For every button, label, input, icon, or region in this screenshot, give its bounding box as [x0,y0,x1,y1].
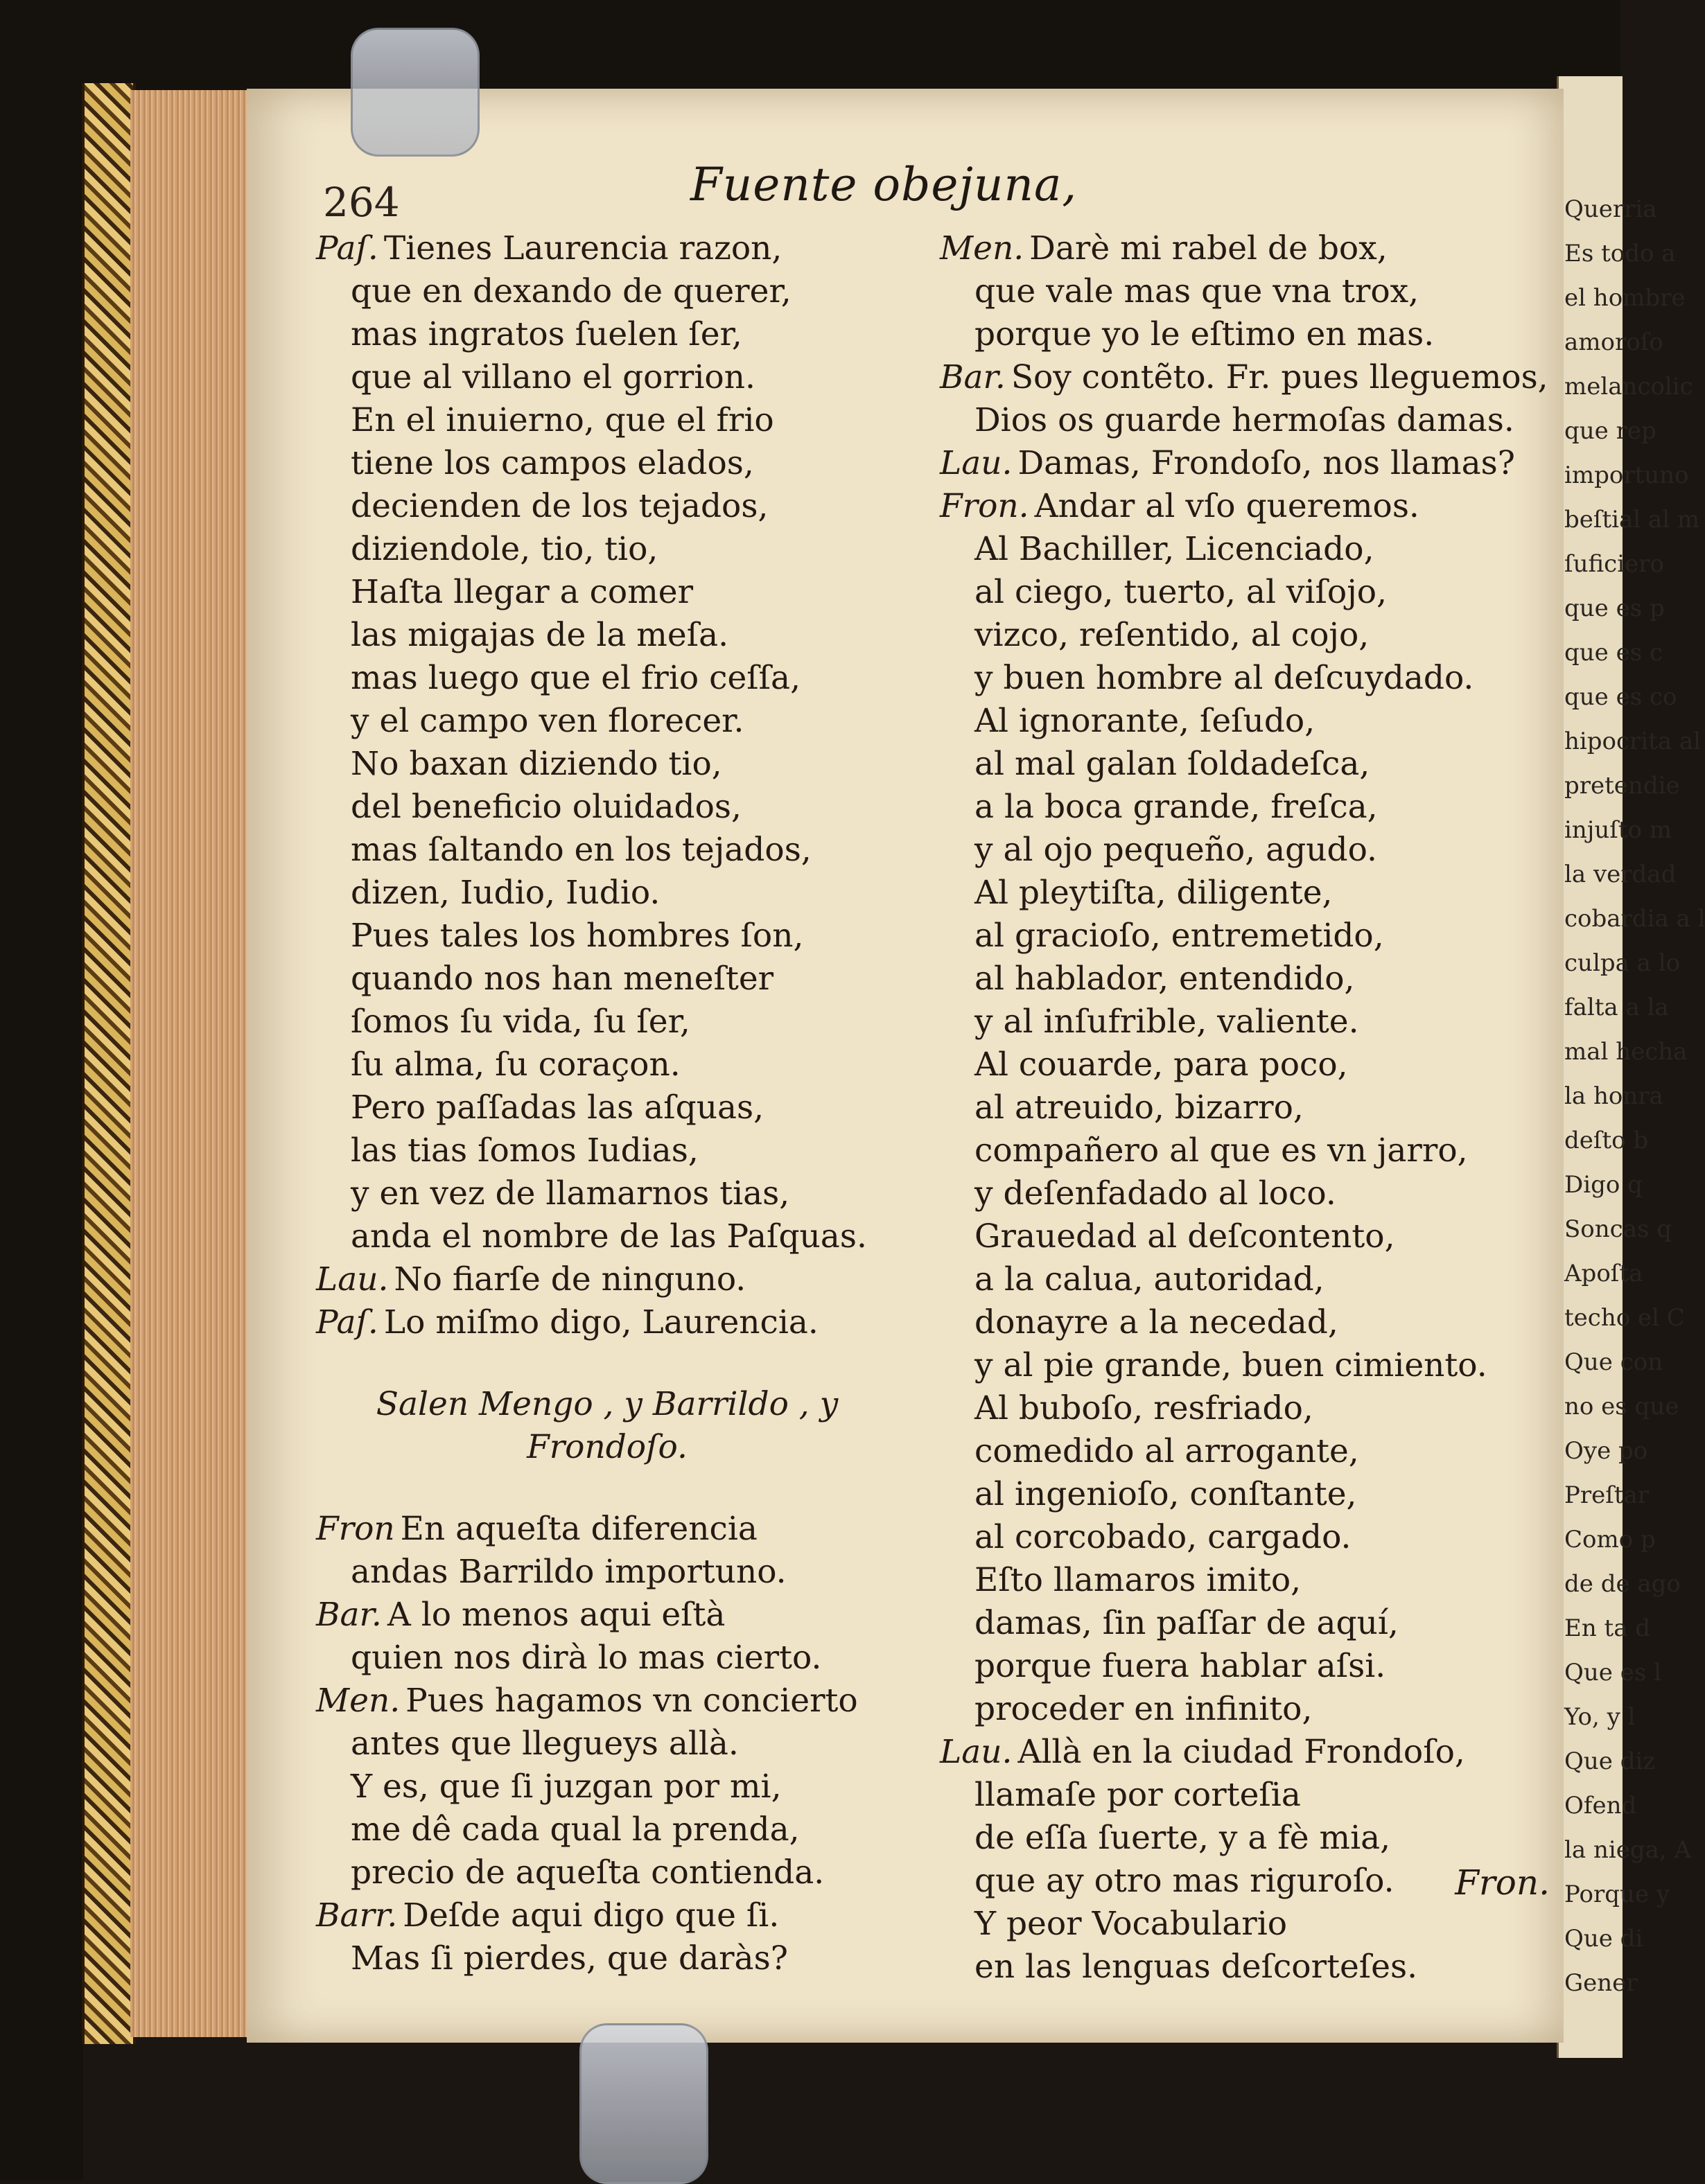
verse-text: damas, ſin paſſar de aquí, [974,1604,1399,1642]
next-page-fragment: Porque y [1564,1881,1670,1908]
next-page-fragment: Ofend [1564,1792,1637,1820]
verse-line [940,1215,1550,1258]
verse-text: comedido al arrogante, [974,1432,1359,1470]
verse-text: a la calua, autoridad, [974,1260,1324,1298]
verse-text: Eſto llamaros imito, [974,1561,1302,1599]
verse-text: y deſenfadado al loco. [974,1174,1336,1213]
verse-line [316,1001,898,1043]
verse-text: donayre a la necedad, [974,1303,1338,1341]
verse-line [316,915,898,958]
verse-text: al ingenioſo, conſtante, [974,1475,1357,1513]
speaker-label: Paſ. [316,1303,378,1341]
verse-line [316,227,898,270]
next-page-fragment: Gener [1564,1969,1638,1997]
verse-line [316,872,898,915]
next-page-fragment: Que es l [1564,1659,1661,1687]
next-page-fragment: Yo, y l [1564,1703,1636,1731]
verse-line [316,1723,898,1765]
next-page-fragment: falta a la [1564,994,1669,1021]
verse-line [940,1344,1550,1387]
verse-text: me dê cada qual la prenda, [351,1811,800,1849]
next-page-edge [1557,76,1705,2058]
speaker-label: Paſ. [316,229,378,267]
verse-line [940,485,1550,528]
verse-line [316,1086,898,1129]
next-page-fragment: Querria [1564,195,1657,223]
verse-text: Lo miſmo digo, Laurencia. [383,1303,819,1341]
verse-line [940,1387,1550,1430]
next-page-fragment: mal hecha [1564,1038,1688,1066]
next-page-fragment: Preſtar [1564,1481,1650,1509]
verse-text: compañero al que es vn jarro, [974,1131,1468,1170]
stage-direction: Salen Mengo , y Barrildo , y [376,1385,839,1423]
verse-line [940,1559,1550,1602]
verse-text: que al villano el gorrion. [351,358,755,396]
verse-line [940,1817,1550,1860]
book-page [247,89,1564,2043]
verse-line [940,528,1550,571]
background-left [0,0,83,2180]
verse-line [940,1946,1550,1989]
next-page-fragment: cobardia a l [1564,905,1705,933]
verse-line [316,1508,898,1551]
verse-line [940,571,1550,614]
verse-line [940,1001,1550,1043]
verse-text: quando nos han meneſter [351,960,774,998]
next-page-fragment: Soncas q [1564,1215,1672,1243]
verse-line [940,1172,1550,1215]
verse-text: de eſſa ſuerte, y a fè mia, [974,1819,1391,1857]
verse-line [940,356,1550,399]
page-clip-top [351,28,480,157]
gilt-binding-edge [82,83,136,2044]
next-page-fragment: injuſto m [1564,816,1672,844]
verse-text: Allà en la ciudad Frondoſo, [1017,1733,1465,1771]
verse-text: En aqueſta diferencia [400,1510,758,1548]
verse-text: Al Bachiller, Licenciado, [974,530,1374,568]
verse-text: al gracioſo, entremetido, [974,917,1384,955]
verse-line [316,657,898,700]
verse-line [940,1645,1550,1688]
verse-line [316,399,898,442]
speaker-label: Barr. [316,1896,398,1935]
speaker-label: Lau. [940,1733,1013,1771]
next-page-fragment: Que di [1564,1925,1643,1953]
verse-line [940,1258,1550,1301]
verse-text: anda el nombre de las Paſquas. [351,1217,867,1256]
verse-text: al corcobado, cargado. [974,1518,1352,1556]
page-clip-bottom [579,2023,708,2184]
next-page-fragment: ſuficiero [1564,550,1664,578]
next-page-fragment: melancolic [1564,373,1693,400]
next-page-fragment: Que diz [1564,1747,1656,1775]
verse-text: mas ſaltando en los tejados, [351,831,812,869]
verse-text: A lo menos aqui eſtà [387,1596,726,1634]
next-page-fragment: Oye po [1564,1437,1648,1465]
verse-line [940,700,1550,743]
next-page-fragment: Es todo a [1564,240,1676,267]
verse-line [940,1602,1550,1645]
verse-line [316,829,898,872]
next-page-fragment: no es que [1564,1393,1679,1420]
next-page-fragment: deſto b [1564,1127,1649,1154]
verse-text: Tienes Laurencia razon, [383,229,782,267]
verse-line [316,1637,898,1680]
verse-text: Pero paſſadas las aſquas, [351,1089,764,1127]
speaker-label: Men. [316,1682,401,1720]
next-page-fragment: la niega, A [1564,1836,1692,1864]
verse-line [316,571,898,614]
verse-line [940,1774,1550,1817]
next-page-fragment: Como p [1564,1526,1656,1553]
verse-line [316,1808,898,1851]
verse-text: al ciego, tuerto, al viſojo, [974,573,1388,611]
verse-text: Pues hagamos vn concierto [405,1682,858,1720]
next-page-fragment: el hombre [1564,284,1686,312]
background-top [0,0,1620,90]
verse-line [316,1894,898,1937]
verse-text: Y peor Vocabulario [974,1905,1288,1943]
verse-text: al mal galan ſoldadeſca, [974,745,1370,783]
verse-text: y buen hombre al deſcuydado. [974,659,1474,697]
right-column [940,227,1550,1989]
verse-text: en las lenguas deſcorteſes. [974,1948,1418,1986]
next-page-fragment: culpa a lo [1564,949,1681,977]
verse-text: Damas, Frondoſo, nos llamas? [1017,444,1515,482]
next-page-fragment: la verdad [1564,861,1677,888]
verse-text: antes que llegueys allà. [351,1725,739,1763]
verse-line [940,1688,1550,1731]
speaker-label: Men. [940,229,1024,267]
verse-line [940,1516,1550,1559]
next-page-fragment: techo el C [1564,1304,1685,1332]
verse-line [316,1765,898,1808]
verse-line [940,915,1550,958]
left-column [316,227,898,1980]
verse-text: llamaſe por corteſia [974,1776,1301,1814]
verse-text: No fiarſe de ninguno. [394,1260,746,1298]
verse-line [316,958,898,1001]
verse-text: las migajas de la meſa. [351,616,729,654]
verse-text: Haſta llegar a comer [351,573,694,611]
verse-text: las tias ſomos Iudias, [351,1131,699,1170]
verse-text: a la boca grande, freſca, [974,788,1378,826]
verse-line [316,1851,898,1894]
next-page-fragment: que es p [1564,595,1665,622]
verse-line [940,1430,1550,1473]
next-page-fragment: En ta d [1564,1614,1651,1642]
next-page-fragment: Digo q [1564,1171,1643,1199]
verse-text: Soy contẽto. Fr. pues lleguemos, [1011,358,1548,396]
verse-line [316,528,898,571]
verse-text: que vale mas que vna trox, [974,272,1419,310]
verse-text: y el campo ven florecer. [351,702,744,740]
page-fore-edge [130,90,250,2037]
verse-text: y al inſufrible, valiente. [974,1003,1359,1041]
verse-text: precio de aqueſta contienda. [351,1853,825,1892]
verse-text: mas ingratos ſuelen ſer, [351,315,742,353]
verse-text: Y es, que ſi juzgan por mi, [351,1768,782,1806]
verse-text: mas luego que el frio ceſſa, [351,659,801,697]
verse-line [940,399,1550,442]
verse-line [940,227,1550,270]
verse-text: No baxan diziendo tio, [351,745,722,783]
verse-text: Grauedad al deſcontento, [974,1217,1395,1256]
next-page-fragment: importuno [1564,461,1689,489]
catchword: Fron. [1455,1862,1550,1903]
verse-text: andas Barrildo importuno. [351,1553,787,1591]
verse-text: y al ojo pequeño, agudo. [974,831,1377,869]
verse-text: tiene los campos elados, [351,444,754,482]
verse-text: Deſde aqui digo que ſi. [403,1896,780,1935]
speaker-label: Bar. [316,1596,382,1634]
next-page-fragment: pretendie [1564,772,1680,800]
verse-text: al hablador, entendido, [974,960,1355,998]
verse-line [940,1301,1550,1344]
verse-line [316,1680,898,1723]
verse-text: que ay otro mas riguroſo. [974,1862,1394,1900]
next-page-fragment: beſtial al m [1564,506,1700,534]
verse-text: En el inuierno, que el frio [351,401,774,439]
verse-line [316,313,898,356]
verse-line [316,1551,898,1594]
verse-text: Mas ſi pierdes, que daràs? [351,1939,788,1978]
speaker-label: Fron. [940,487,1029,525]
verse-line [940,1473,1550,1516]
verse-text: al atreuido, bizarro, [974,1089,1304,1127]
verse-text: vizco, reſentido, al cojo, [974,616,1370,654]
verse-line [316,1215,898,1258]
verse-text: y al pie grande, buen cimiento. [974,1346,1487,1384]
verse-text: Andar al vſo queremos. [1034,487,1419,525]
verse-line [316,614,898,657]
verse-line [940,657,1550,700]
verse-text: proceder en infinito, [974,1690,1313,1728]
verse-text: Pues tales los hombres ſon, [351,917,804,955]
verse-line [940,270,1550,313]
verse-line [316,1937,898,1980]
verse-line [316,1258,898,1301]
verse-text: Al buboſo, resfriado, [974,1389,1313,1427]
next-page-fragment: Apoſta [1564,1260,1643,1287]
verse-text: decienden de los tejados, [351,487,769,525]
verse-text: Al couarde, para poco, [974,1046,1348,1084]
verse-line [940,1086,1550,1129]
verse-line [940,1129,1550,1172]
speaker-label: Lau. [940,444,1013,482]
verse-line [316,1594,898,1637]
next-page-fragment: que es c [1564,639,1663,667]
verse-line [940,786,1550,829]
next-page-fragment: hipocrita al [1564,728,1702,755]
verse-text: del beneficio oluidados, [351,788,742,826]
verse-line [940,614,1550,657]
verse-line [316,270,898,313]
verse-text: Al pleytiſta, diligente, [974,874,1333,912]
verse-line [316,1172,898,1215]
page-number: 264 [323,179,400,226]
verse-line [316,442,898,485]
next-page-fragments [1559,76,1705,2005]
next-page-fragment: amoroſo [1564,328,1663,356]
verse-text: Al ignorante, ſeſudo, [974,702,1315,740]
verse-line [316,1043,898,1086]
verse-line [940,743,1550,786]
next-page-fragment: de de ago [1564,1570,1681,1598]
verse-text: porque fuera hablar aſsi. [974,1647,1386,1685]
running-title: Fuente obejuna, [690,158,1078,211]
verse-text: quien nos dirà lo mas cierto. [351,1639,822,1677]
verse-line [940,829,1550,872]
verse-text: ſomos ſu vida, ſu ſer, [351,1003,690,1041]
speaker-label: Bar. [940,358,1006,396]
verse-line [940,1903,1550,1946]
next-page-fragment: que rep [1564,417,1656,445]
verse-line [940,313,1550,356]
verse-line [940,1731,1550,1774]
verse-text: dizen, Iudio, Iudio. [351,874,661,912]
verse-line [316,743,898,786]
verse-line [316,1301,898,1344]
next-page-fragment: que es co [1564,683,1677,711]
verse-line [316,356,898,399]
verse-text: diziendole, tio, tio, [351,530,658,568]
verse-line [940,442,1550,485]
verse-line [316,1129,898,1172]
speaker-label: Fron [316,1510,395,1548]
verse-text: y en vez de llamarnos tias, [351,1174,790,1213]
verse-line [940,958,1550,1001]
verse-text: Dios os guarde hermoſas damas. [974,401,1514,439]
verse-line [316,786,898,829]
verse-line [940,872,1550,915]
verse-line [940,1043,1550,1086]
verse-line [316,700,898,743]
verse-text: que en dexando de querer, [351,272,792,310]
verse-text: ſu alma, ſu coraçon. [351,1046,681,1084]
verse-text: Darè mi rabel de box, [1029,229,1388,267]
stage-direction: Frondoſo. [527,1428,688,1466]
speaker-label: Lau. [316,1260,389,1298]
verse-text: porque yo le eſtimo en mas. [974,315,1435,353]
verse-line [316,485,898,528]
next-page-fragment: Que con [1564,1348,1663,1376]
next-page-fragment: la honra [1564,1082,1663,1110]
